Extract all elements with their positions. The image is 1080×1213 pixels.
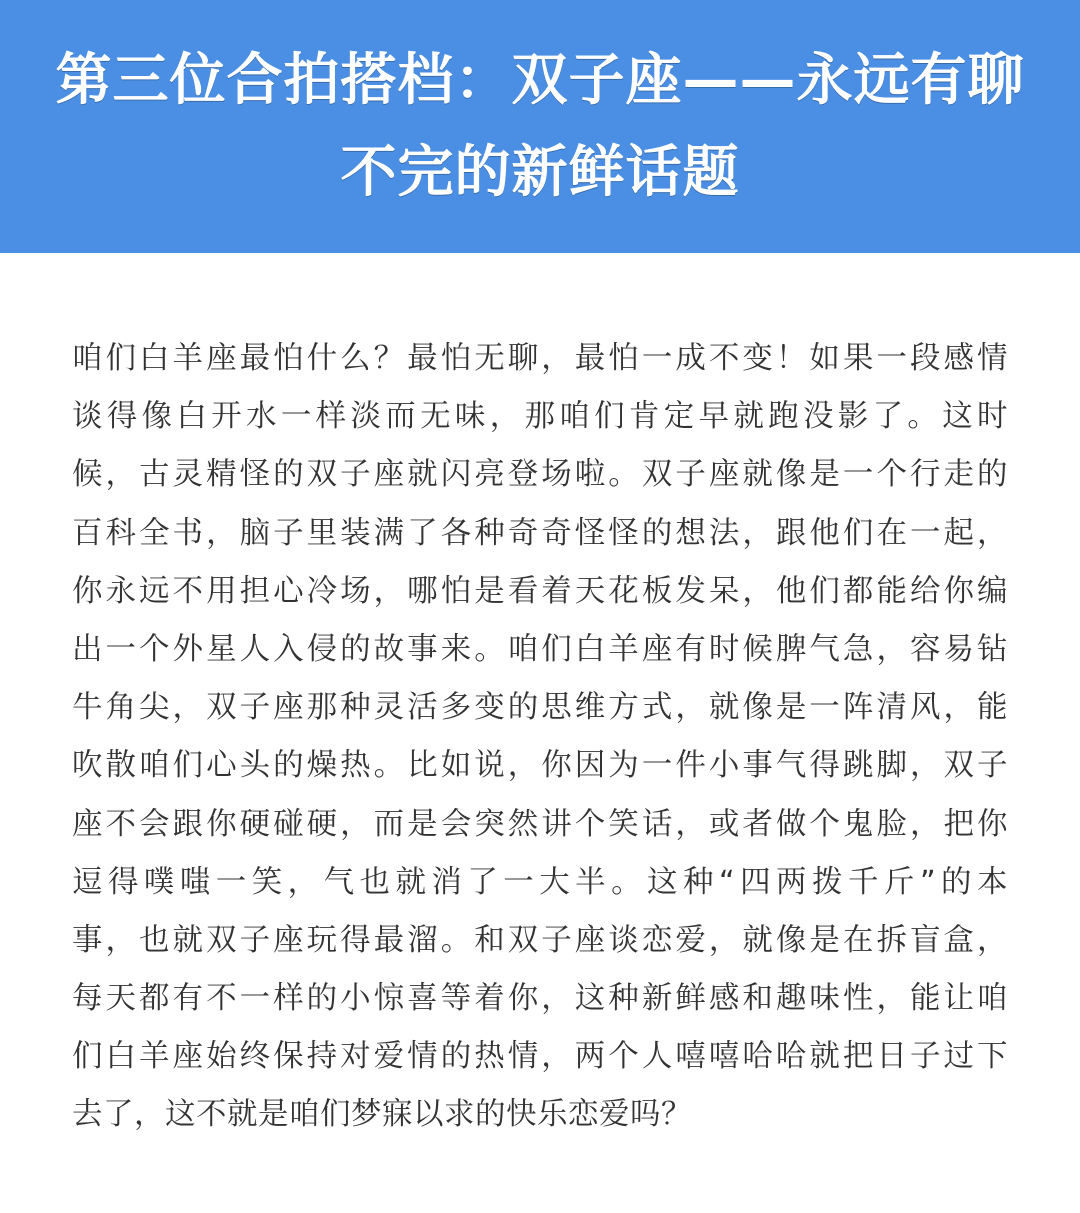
article-line: 谈得像白开水一样淡而无味，那咱们肯定早就跑没影了。这时 (72, 399, 1008, 435)
article-line: 吹散咱们心头的燥热。比如说，你因为一件小事气得跳脚，双子 (72, 748, 1008, 784)
page-title-line-2: 不完的新鲜话题 (340, 139, 740, 205)
title-banner (0, 0, 1080, 253)
article-line: 出一个外星人入侵的故事来。咱们白羊座有时候脾气急，容易钻 (72, 631, 1008, 667)
article-line: 每天都有不一样的小惊喜等着你，这种新鲜感和趣味性，能让咱 (72, 981, 1008, 1017)
article-line: 你永远不用担心冷场，哪怕是看着天花板发呆，他们都能给你编 (72, 573, 1008, 609)
article-line: 去了，这不就是咱们梦寐以求的快乐恋爱吗？ (72, 1097, 692, 1133)
article-line: 座不会跟你硬碰硬，而是会突然讲个笑话，或者做个鬼脸，把你 (72, 806, 1008, 842)
article-line: 事，也就双子座玩得最溜。和双子座谈恋爱，就像是在拆盲盒， (72, 922, 1008, 958)
article-line: 候，古灵精怪的双子座就闪亮登场啦。双子座就像是一个行走的 (72, 457, 1008, 493)
article-body (72, 330, 1008, 1145)
article-line: 咱们白羊座最怕什么？最怕无聊，最怕一成不变！如果一段感情 (72, 341, 1008, 376)
page-title-line-1: 第三位合拍搭档：双子座——永远有聊 (55, 47, 1025, 113)
article-line: 逗得噗嗤一笑，气也就消了一大半。这种“四两拨千斤”的本 (72, 864, 1008, 900)
article-line: 牛角尖，双子座那种灵活多变的思维方式，就像是一阵清风，能 (72, 690, 1008, 726)
article-line: 们白羊座始终保持对爱情的热情，两个人嘻嘻哈哈就把日子过下 (72, 1039, 1008, 1075)
page-title (40, 35, 1040, 219)
article-line: 百科全书，脑子里装满了各种奇奇怪怪的想法，跟他们在一起， (72, 515, 1008, 551)
